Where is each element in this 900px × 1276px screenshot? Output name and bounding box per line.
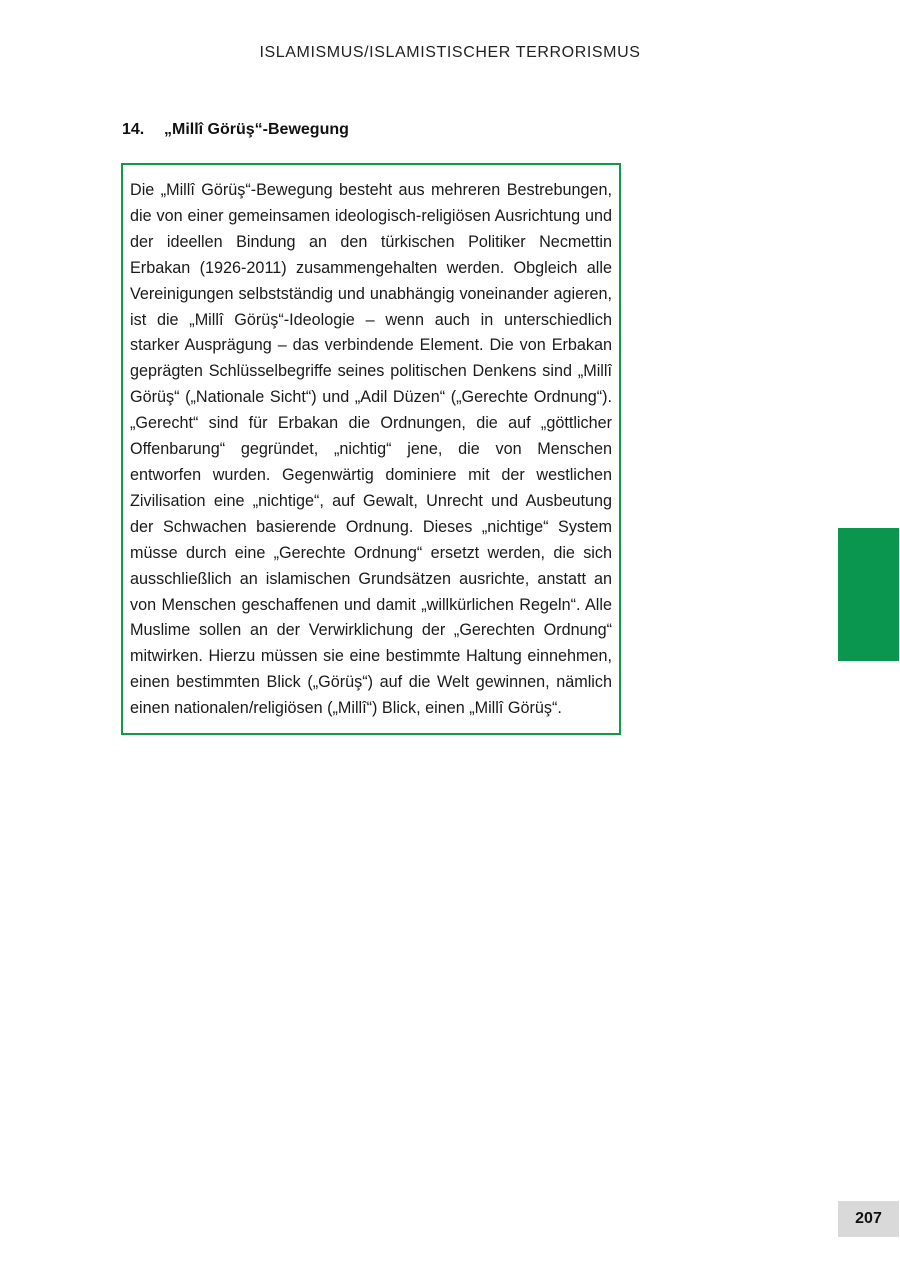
running-header: [0, 44, 900, 62]
section-number: 14.: [122, 121, 145, 138]
running-header-title: ISLAMISMUS/ISLAMISTISCHER TERRORISMUS: [259, 44, 641, 61]
chapter-side-tab: [838, 528, 899, 661]
info-box-text: Die „Millî Görüş“-Bewegung besteht aus mehreren Bestrebungen, die von einer gemeinsamen ideologisch-religiösen Ausrichtung und der ideellen Bindung an den türkischen Politiker Necmettin Erbakan (1926-2011) zusammengehalten werden. Obgleich alle Vereinigungen selbstständig und unabhängig voneinander agieren, ist die „Millî Görüş“-Ideologie – wenn auch in unterschiedlich starker Ausprägung – das verbindende Element. Die von Erbakan geprägten Schlüsselbegriffe seines politischen Denkens sind „Millî Görüş“ („Nationale Sicht“) und „Adil Düzen“ („Gerechte Ordnung“). „Gerecht“ sind für Erbakan die Ordnungen, die auf „göttlicher Offenbarung“ gegründet, „nichtig“ jene, die von Menschen entworfen wurden. Gegenwärtig dominiere mit der westlichen Zivilisation eine „nichtige“, auf Gewalt, Unrecht und Ausbeutung der Schwachen basierende Ordnung. Dieses „nichtige“ System müsse durch eine „Gerechte Ordnung“ ersetzt werden, die sich ausschließlich an islamischen Grundsätzen ausrichte, anstatt an von Menschen geschaffenen und damit „willkürlichen Regeln“. Alle Muslime sollen an der Verwirklichung der „Gerechten Ordnung“ mitwirken. Hierzu müssen sie eine bestimmte Haltung einnehmen, einen bestimmten Blick („Görüş“) auf die Welt gewinnen, nämlich einen nationalen/religiösen („Millî“) Blick, einen „Millî Görüş“.: [130, 181, 612, 718]
section-heading: [122, 121, 349, 139]
section-title: „Millî Görüş“-Bewegung: [164, 121, 349, 138]
page-number: 207: [838, 1201, 899, 1237]
info-box: [121, 163, 621, 735]
